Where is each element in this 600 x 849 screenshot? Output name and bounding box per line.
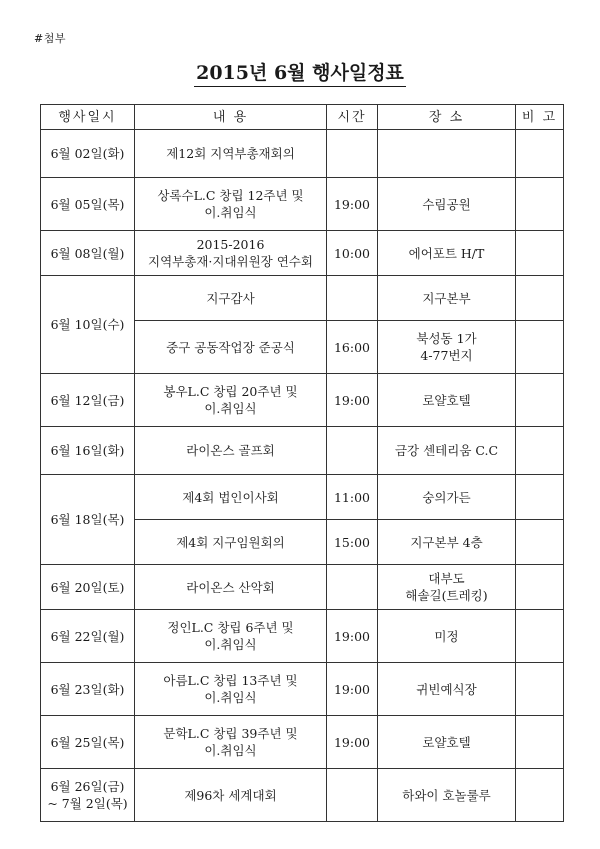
header-time: 시간	[327, 105, 378, 130]
title-container	[0, 58, 600, 87]
place-cell: 로얄호텔	[378, 374, 516, 427]
content-cell	[135, 231, 327, 276]
place-cell: 금강 센테리움 C.C	[378, 427, 516, 475]
date-cell	[41, 130, 135, 178]
table-row	[41, 565, 564, 610]
date-cell	[41, 427, 135, 475]
content-text: 2015-2016	[196, 237, 265, 252]
time-cell	[327, 565, 378, 610]
place-cell: 하와이 호놀룰루	[378, 769, 516, 822]
note-cell	[516, 321, 564, 374]
content-cell	[135, 321, 327, 374]
note-cell	[516, 475, 564, 520]
note-cell	[516, 178, 564, 231]
time-cell: 11:00	[327, 475, 378, 520]
note-cell	[516, 130, 564, 178]
table-row	[41, 276, 564, 321]
content-cell	[135, 130, 327, 178]
table-row	[41, 178, 564, 231]
date-cell	[41, 610, 135, 663]
time-cell: 19:00	[327, 374, 378, 427]
note-cell	[516, 520, 564, 565]
content-text: 지구감사	[206, 290, 255, 306]
content-cell	[135, 276, 327, 321]
place-cell: 에어포트 H/T	[378, 231, 516, 276]
date-cell	[41, 663, 135, 716]
date-text: 6월 16일(화)	[50, 443, 125, 458]
time-cell	[327, 427, 378, 475]
content-cell	[135, 520, 327, 565]
content-text-line2: 이.취임식	[204, 743, 257, 758]
note-cell	[516, 565, 564, 610]
note-cell	[516, 276, 564, 321]
note-cell	[516, 231, 564, 276]
content-text-line2: 지역부총재·지대위원장 연수회	[148, 254, 313, 269]
place-cell: 귀빈예식장	[378, 663, 516, 716]
place-cell	[378, 321, 516, 374]
note-cell	[516, 427, 564, 475]
content-cell	[135, 716, 327, 769]
table-row	[41, 769, 564, 822]
content-text: 제12회 지역부총재회의	[166, 146, 295, 161]
date-text: 6월 10일(수)	[50, 317, 125, 332]
header-content: 내 용	[135, 105, 327, 130]
time-cell: 19:00	[327, 610, 378, 663]
content-text: 제4회 법인이사회	[182, 489, 279, 505]
content-text: 정인L.C 창립 6주년 및	[167, 620, 294, 635]
date-cell	[41, 475, 135, 565]
content-text: 라이온스 골프회	[186, 443, 275, 458]
content-cell	[135, 427, 327, 475]
place-text-line2: 4-77번지	[420, 348, 473, 363]
attachment-label: #첨부	[34, 32, 66, 45]
content-text: 중구 공동작업장 준공식	[166, 339, 295, 355]
content-text-line2: 이.취임식	[204, 637, 257, 652]
time-cell	[327, 769, 378, 822]
time-cell: 19:00	[327, 663, 378, 716]
time-cell: 15:00	[327, 520, 378, 565]
table-row	[41, 663, 564, 716]
table-header-row	[41, 105, 564, 130]
date-cell	[41, 178, 135, 231]
date-text: 6월 12일(금)	[50, 392, 125, 408]
content-text: 문학L.C 창립 39주년 및	[163, 726, 298, 741]
page-title: 2015년 6월 행사일정표	[194, 58, 406, 87]
content-text: 제96차 세계대회	[184, 787, 277, 803]
content-text: 봉우L.C 창립 20주년 및	[163, 384, 298, 399]
date-text: 6월 05일(목)	[50, 196, 125, 212]
time-cell	[327, 276, 378, 321]
note-cell	[516, 663, 564, 716]
header-place: 장 소	[378, 105, 516, 130]
time-cell: 19:00	[327, 716, 378, 769]
content-cell	[135, 565, 327, 610]
place-cell	[378, 130, 516, 178]
content-text-line2: 이.취임식	[204, 690, 257, 705]
date-cell	[41, 374, 135, 427]
date-text: 6월 22일(월)	[50, 628, 125, 644]
note-cell	[516, 374, 564, 427]
time-cell: 10:00	[327, 231, 378, 276]
header-note: 비 고	[516, 105, 564, 130]
note-cell	[516, 610, 564, 663]
date-text: 6월 08일(월)	[50, 245, 125, 261]
date-text-line2: ~ 7월 2일(목)	[47, 796, 128, 811]
place-cell	[378, 565, 516, 610]
note-cell	[516, 769, 564, 822]
date-text: 6월 26일(금)	[50, 779, 125, 794]
content-cell	[135, 475, 327, 520]
place-cell: 미정	[378, 610, 516, 663]
place-cell: 로얄호텔	[378, 716, 516, 769]
table-row	[41, 716, 564, 769]
place-cell: 숭의가든	[378, 475, 516, 520]
content-cell	[135, 663, 327, 716]
content-text: 상록수L.C 창립 12주년 및	[157, 188, 304, 203]
place-cell: 지구본부 4층	[378, 520, 516, 565]
table-row	[41, 231, 564, 276]
place-text: 북성동 1가	[416, 331, 477, 346]
date-cell	[41, 276, 135, 374]
table-row	[41, 610, 564, 663]
content-text: 제4회 지구임원회의	[176, 534, 285, 550]
content-cell	[135, 769, 327, 822]
date-text: 6월 02일(화)	[50, 146, 125, 161]
content-cell	[135, 610, 327, 663]
content-text: 아름L.C 창립 13주년 및	[163, 673, 298, 688]
place-cell: 지구본부	[378, 276, 516, 321]
table-row	[41, 475, 564, 520]
schedule-table	[40, 104, 564, 822]
table-row	[41, 427, 564, 475]
date-text: 6월 23일(화)	[50, 681, 125, 697]
time-cell: 19:00	[327, 178, 378, 231]
table-row	[41, 374, 564, 427]
place-cell: 수림공원	[378, 178, 516, 231]
content-cell	[135, 178, 327, 231]
content-cell	[135, 374, 327, 427]
place-text: 대부도	[428, 571, 465, 586]
note-cell	[516, 716, 564, 769]
time-cell: 16:00	[327, 321, 378, 374]
content-text: 라이온스 산악회	[186, 579, 275, 595]
content-text-line2: 이.취임식	[204, 401, 257, 416]
date-cell	[41, 565, 135, 610]
table-row	[41, 130, 564, 178]
date-cell	[41, 769, 135, 822]
time-cell	[327, 130, 378, 178]
date-cell	[41, 716, 135, 769]
date-text: 6월 18일(목)	[50, 512, 125, 527]
place-text-line2: 해솔길(트레킹)	[405, 588, 488, 603]
date-text: 6월 20일(토)	[50, 579, 125, 595]
date-cell	[41, 231, 135, 276]
header-date: 행사일시	[41, 105, 135, 130]
date-text: 6월 25일(목)	[50, 734, 125, 750]
content-text-line2: 이.취임식	[204, 205, 257, 220]
